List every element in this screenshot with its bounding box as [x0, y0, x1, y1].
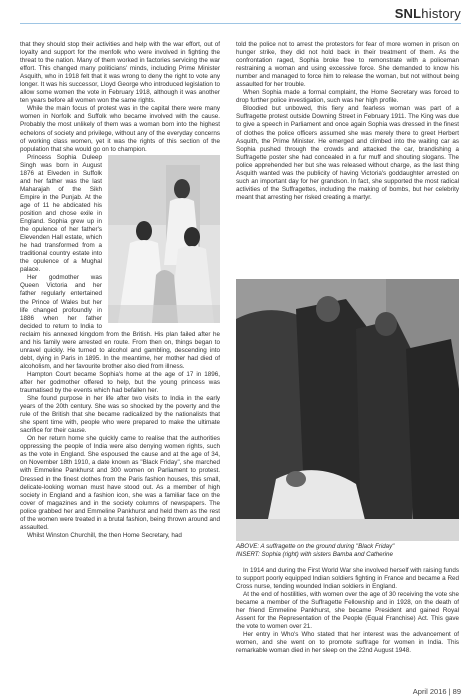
paragraph: When Sophia made a formal complaint, the Home Secretary was forced to drop further police investigation, such was her high profile. [236, 89, 459, 105]
paragraph: Her godmother was Queen Victoria and her father regularly entertained the Prince of Wales but her life changed profoundly in 1886 when her father decided to return to India to reclaim his annexed kingdom from the British. His plan failed after he and his family were arrested en route. From then on, things began to unravel quickly. He turned to alcohol and gambling, descending into debt, dying in Paris in 1895. In the meantime, her mother had died of alcoholism, and her favourite brother also died from illness. [20, 274, 220, 370]
header-brand: SNL [394, 6, 422, 21]
paragraph: While the main focus of protest was in the capital there were many women in Norfolk and Suffolk who became involved with the cause. Probably the most unlikely of them was a woman born into the highest echelons of society and privilege, without any of the everyday concerns of working class women, yet it was the rights of this section of the population that she would go on to champion. [20, 105, 220, 153]
header-section: history [421, 6, 461, 21]
photo-caption [236, 543, 459, 558]
paragraph: Her entry in Who's Who stated that her interest was the advancement of women, and she went on to promote suffrage for women in India. This remarkable woman died in her sleep on the 22nd August 1948. [236, 631, 459, 655]
paragraph: In 1914 and during the First World War she involved herself with raising funds to support poorly equipped Indian soldiers fighting in France and became a Red Cross nurse, tending wounded Indian soldiers in England. [236, 567, 459, 591]
photo-black-friday-illustration [236, 279, 459, 541]
right-column-bottom [236, 567, 459, 682]
paragraph: On her return home she quickly came to realise that the authorities oppressing the people of India were also denying women rights, such as the vote in England. She espoused the cause and at the age of 34, on November 18th 1910, a date known as "Black Friday", she marched with Emmeline Pankhurst and 300 women on Parliament to protest. Dressed in the finest clothes from the Paris fashion houses, this small, delicate-looking woman must have stood out. As a member of high society in England and a fashion icon, she was a familiar face on the cover of magazines and in the society columns of newspapers. The police grabbed her and Emmeline Pankhurst and held them as the rest of the women were treated in a brutal fashion, being thrown around and assaulted. [20, 435, 220, 531]
right-column-top [236, 41, 459, 273]
caption-line-above: ABOVE: A suffragette on the ground during "Black Friday" [236, 543, 395, 550]
paragraph: Bloodied but unbowed, this fiery and fearless woman was part of a Suffragette protest outside Downing Street in February 1911. The King was due to give a speech in Parliament and once again Sophia was dressed in the finest of clothes the police officers assumed she was merely there to greet Herbert Asquith, the Prime Minister. He emerged and climbed into the waiting car as Sophia pushed through the crowds and attacked the car, brandishing a Suffragette poster she had concealed in a fur muff and shouting slogans. The police apprehended her but she was released without charge, as the last thing Asquith wanted was the publicity of having Victoria's goddaughter arrested on such an important day for her grandson. In fact, she supported the most radical activities of the Suffragettes, including the making of bombs, but her celebrity meant that arresting her risked creating a martyr. [236, 105, 459, 201]
photo-black-friday [236, 279, 459, 541]
paragraph: Hampton Court became Sophia's home at the age of 17 in 1896, after her godmother offered to help, but the young princess was traumatised by the events which had befallen her. [20, 370, 220, 395]
paragraph: told the police not to arrest the protestors for fear of more women in prison on hunger strike, they did not hold back in their treatment of them. As the confrontation raged, Sophia broke free to remonstrate with a policeman restraining a woman and using excessive force. She demanded to know his number and managed to force him to release the woman, but not without being assaulted for her trouble. [236, 41, 459, 89]
header-rule [20, 23, 461, 24]
paragraph: Princess Sophia Duleep Singh was born in August 1876 at Elveden in Suffolk and her father was the last Maharajah of the Sikh Empire in the Punjab. At the age of 11 he abdicated his position and chose exile in England. Sophia grew up in the opulence of her father's Elevenden Hall estate, which he had transformed from a traditional country estate into the opulence of a Mughal palace. [20, 153, 102, 274]
paragraph: that they should stop their activities and help with the war effort, out of loyalty and support for the menfolk who were involved in fighting the threat to the nation. Many of them worked in factories servicing the war effort. This changed many politicians' minds, including Prime Minister Asquith, who in 1918 felt that it was wrong to deny the right to vote any longer. It was his successor, Lloyd George who introduced legislation to allow some women the vote in February 1918, although it was another ten years before all women won the same rights. [20, 41, 220, 105]
page-header [395, 6, 461, 21]
left-column [20, 41, 220, 641]
photo-sisters-illustration [108, 155, 220, 323]
paragraph: Whilst Winston Churchill, the then Home Secretary, had [27, 531, 182, 539]
page-footer: April 2016 | 89 [412, 687, 461, 696]
paragraph: She found purpose in her life after two visits to India in the early years of the 20th century. She was so shocked by the poverty and the rule of the British that she became radicalized by the nationalists that she spent time with, people who were prepared to make the ultimate sacrifice for their cause. [20, 395, 220, 435]
inset-photo-sisters [108, 155, 220, 323]
paragraph: At the end of hostilities, with women over the age of 30 receiving the vote she became a member of the Suffragette Fellowship and in 1928, on the death of her friend Emmeline Pankhurst, she became President and gained Royal Assent for the Representation of the People (Equal Franchise) Act. This gave the vote to women over 21. [236, 591, 459, 631]
caption-line-insert: INSERT: Sophia (right) with sisters Bamba and Catherine [236, 550, 393, 558]
